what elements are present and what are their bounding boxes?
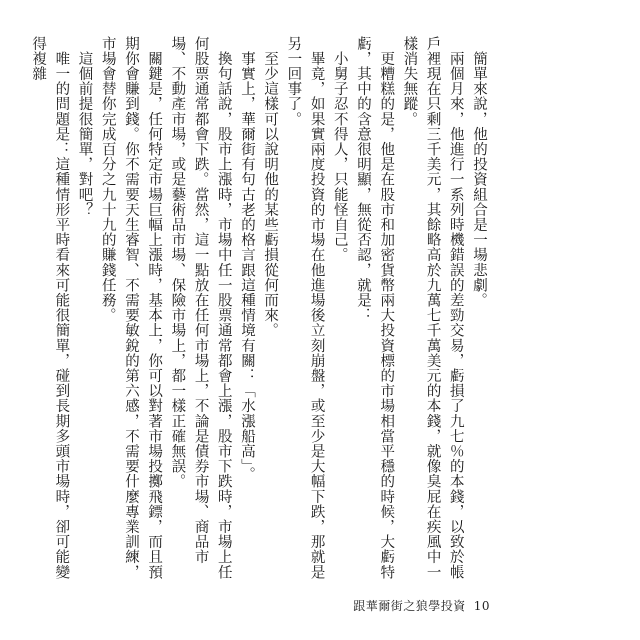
page-footer <box>353 597 490 614</box>
paragraph-10: 這個前提很簡單，對吧？ <box>76 51 93 218</box>
body-text <box>26 36 490 591</box>
paragraph-1: 簡單來說，他的投資組合是一場悲劇。 <box>471 51 487 308</box>
paragraph-8: 換句話說，股市上漲時，市場中任一股票通常都會上漲，股市下跌時，市場上任何股票通常都會下跌。當然，這一點放在任何市場上，不論是債券市場、商品市場、不動產市場，或是藝術品市場、保險市場上，都一樣正確無誤。 <box>169 36 232 580</box>
paragraph-11: 唯一的問題是：這種情形平時看來可能很簡單，碰到長期多頭市場時，卻可能變得複雜 <box>30 36 70 580</box>
paragraph-6: 至少這樣可以說明他的某些虧損從何而來。 <box>262 51 279 339</box>
paragraph-5: 畢竟，如果實兩度投資的市場在他進場後立刻崩盤，或至少是大幅下跌，那就是另一回事了。 <box>285 36 325 580</box>
page-number: 10 <box>473 599 490 613</box>
paragraph-9: 關鍵是，任何特定市場巨幅上漲時，基本上，你可以對著市場投擲飛鏢，而且預期你會賺到錢。你不需要天生睿智、不需要敏銳的第六感，不需要什麼專業訓練，市場會替你完成百分之九十九的賺錢任務。 <box>99 36 163 580</box>
paragraph-4: 小舅子忍不得人，只能怪自己。 <box>331 51 348 263</box>
paragraph-2: 兩個月來，他進行一系列時機錯誤的差勁交易，虧損了九七％的本錢，以致於帳戶裡現在只剩三千美元，其餘略高於九萬七千萬美元的本錢，就像臭屁在疾風中一樣消失無蹤。 <box>401 36 464 580</box>
paragraph-3: 更糟糕的是，他是在股市和加密貨幣兩大投資標的市場相當平穩的時候，大虧特虧，其中的含意很明顯，無從否認，就是： <box>354 36 395 580</box>
paragraph-7: 事實上，華爾街有句古老的格言跟這種情境有關：「水漲船高」。 <box>238 51 255 482</box>
book-title: 跟華爾街之狼學投資 <box>353 599 466 613</box>
